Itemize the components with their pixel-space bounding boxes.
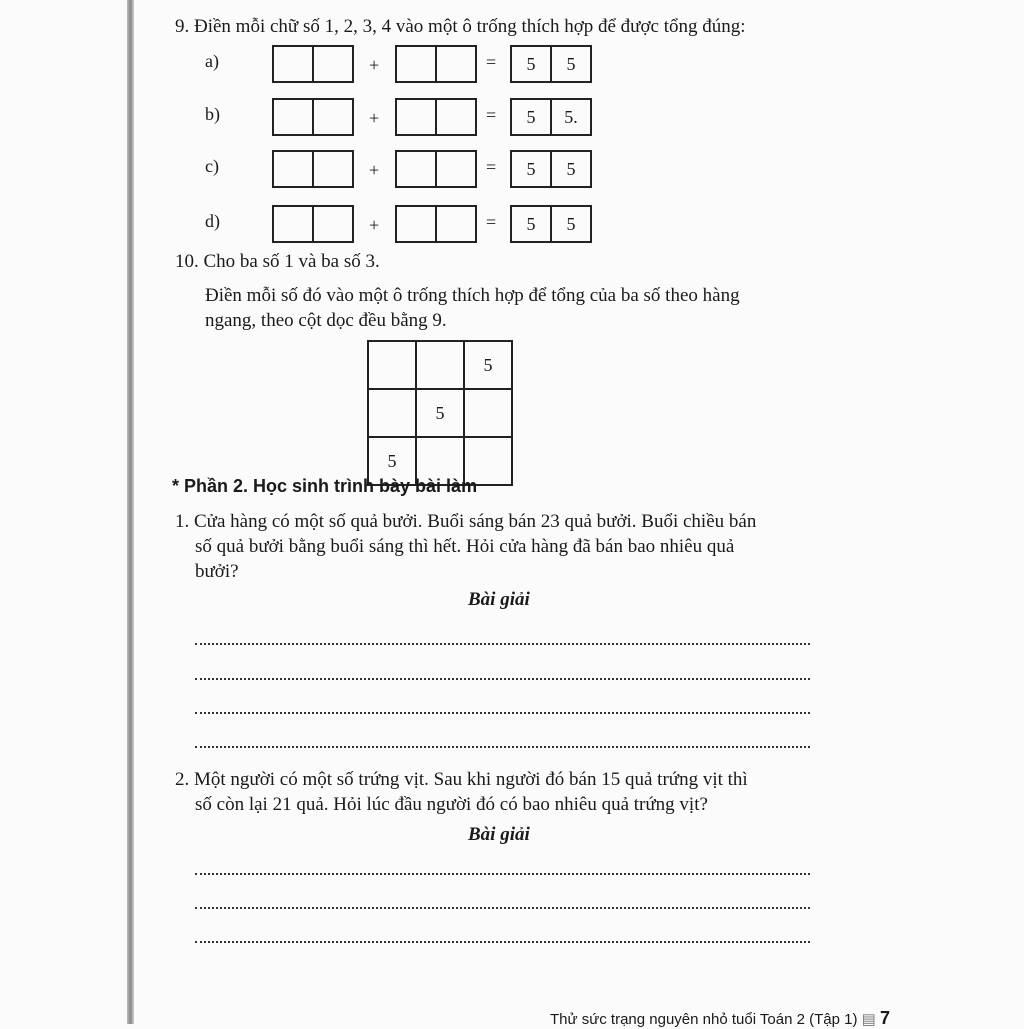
answer-line[interactable] <box>195 678 810 680</box>
sum-box <box>510 150 592 188</box>
addend-2-box <box>395 150 477 188</box>
row-label: b) <box>205 104 220 124</box>
sum-digit: 5 <box>550 47 590 81</box>
answer-line[interactable] <box>195 746 810 748</box>
digit-cell[interactable] <box>312 207 352 241</box>
p2-line2: số còn lại 21 quả. Hỏi lúc đầu người đó có bao nhiêu quả trứng vịt? <box>195 794 708 815</box>
digit-cell[interactable] <box>435 152 475 186</box>
q10-title: 10. Cho ba số 1 và ba số 3. <box>175 251 380 272</box>
sum-digit: 5. <box>550 100 590 134</box>
book-icon: ▤ <box>861 1011 876 1028</box>
equals-sign: = <box>486 105 497 125</box>
sum-digit: 5 <box>550 207 590 241</box>
addend-1-box <box>272 45 354 83</box>
addend-2-box <box>395 98 477 136</box>
answer-line[interactable] <box>195 941 810 943</box>
grid-cell[interactable] <box>464 389 512 437</box>
part2-heading: * Phần 2. Học sinh trình bày bài làm <box>172 476 478 496</box>
digit-cell[interactable] <box>274 47 312 81</box>
equals-sign: = <box>486 212 497 232</box>
grid-cell[interactable]: 5 <box>464 341 512 389</box>
digit-cell[interactable] <box>397 47 435 81</box>
sum-box <box>510 205 592 243</box>
plus-sign: + <box>369 55 380 75</box>
plus-sign: + <box>369 215 380 235</box>
q10-line1: Điền mỗi số đó vào một ô trống thích hợp để tổng của ba số theo hàng <box>205 285 740 306</box>
digit-cell[interactable] <box>435 100 475 134</box>
digit-cell[interactable] <box>274 152 312 186</box>
grid-cell[interactable]: 5 <box>368 437 416 485</box>
row-label: d) <box>205 211 220 231</box>
sum-digit: 5 <box>550 152 590 186</box>
footer-book-title: Thử sức trạng nguyên nhỏ tuổi Toán 2 (Tập 1) <box>550 1011 858 1028</box>
sum-box <box>510 45 592 83</box>
digit-cell[interactable] <box>397 207 435 241</box>
digit-cell[interactable] <box>312 47 352 81</box>
p1-solution-heading: Bài giải <box>468 589 530 610</box>
answer-line[interactable] <box>195 712 810 714</box>
grid-cell[interactable]: 5 <box>416 389 464 437</box>
answer-line[interactable] <box>195 907 810 909</box>
magic-square-grid <box>367 340 513 486</box>
digit-cell[interactable] <box>435 47 475 81</box>
sum-digit: 5 <box>526 53 536 74</box>
q9-title: 9. Điền mỗi chữ số 1, 2, 3, 4 vào một ô trống thích hợp để được tổng đúng: <box>175 16 746 37</box>
p1-line1: 1. Cửa hàng có một số quả bưởi. Buổi sáng bán 23 quả bưởi. Buổi chiều bán <box>175 511 757 532</box>
sum-box <box>510 98 592 136</box>
grid-cell[interactable] <box>368 341 416 389</box>
sum-digit: 5 <box>526 106 536 127</box>
q10-line2: ngang, theo cột dọc đều bằng 9. <box>205 310 447 331</box>
digit-cell[interactable] <box>312 100 352 134</box>
addend-2-box <box>395 205 477 243</box>
digit-cell[interactable] <box>312 152 352 186</box>
p2-solution-heading: Bài giải <box>468 824 530 845</box>
addend-2-box <box>395 45 477 83</box>
p1-line2: số quả bưởi bằng buổi sáng thì hết. Hỏi cửa hàng đã bán bao nhiêu quả <box>195 536 735 557</box>
equals-sign: = <box>486 52 497 72</box>
sum-digit: 5 <box>526 213 536 234</box>
answer-line[interactable] <box>195 873 810 875</box>
addend-1-box <box>272 205 354 243</box>
addend-1-box <box>272 150 354 188</box>
digit-cell[interactable] <box>274 100 312 134</box>
equals-sign: = <box>486 157 497 177</box>
p1-line3: bưởi? <box>195 561 239 582</box>
digit-cell[interactable] <box>274 207 312 241</box>
sum-digit: 5 <box>526 158 536 179</box>
plus-sign: + <box>369 160 380 180</box>
digit-cell[interactable] <box>397 100 435 134</box>
page-footer <box>550 1008 890 1029</box>
addend-1-box <box>272 98 354 136</box>
digit-cell[interactable] <box>397 152 435 186</box>
row-label: a) <box>205 51 219 71</box>
page-binding-edge <box>127 0 134 1024</box>
page-number: 7 <box>880 1008 891 1028</box>
digit-cell[interactable] <box>435 207 475 241</box>
answer-line[interactable] <box>195 643 810 645</box>
row-label: c) <box>205 156 219 176</box>
p2-line1: 2. Một người có một số trứng vịt. Sau khi người đó bán 15 quả trứng vịt thì <box>175 769 748 790</box>
grid-cell[interactable] <box>416 341 464 389</box>
grid-cell[interactable] <box>368 389 416 437</box>
plus-sign: + <box>369 108 380 128</box>
